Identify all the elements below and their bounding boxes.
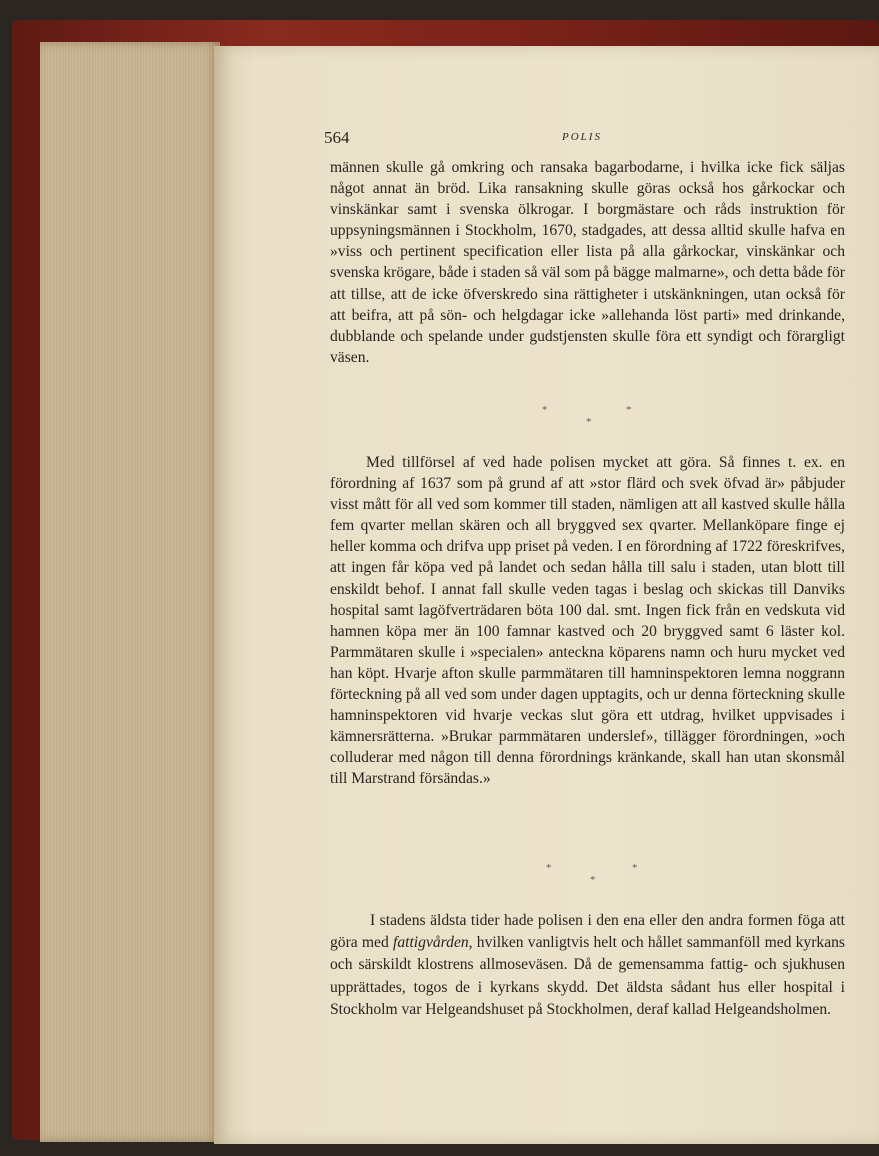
paragraph-3-start: I stadens äldsta tider hade polisen i den ena eller den andra formen föga att göra med bbox=[330, 912, 845, 952]
section-separator-2 bbox=[520, 862, 650, 892]
asterisk: * bbox=[586, 416, 592, 428]
asterisk: * bbox=[590, 874, 596, 886]
asterisk: * bbox=[546, 862, 552, 874]
paragraph-3 bbox=[330, 910, 845, 1021]
paragraph-2: Med tillförsel af ved hade polisen mycket att göra. Så finnes t. ex. en förordning af 1637 som på grund af att »stor flärd och svek öfvad är» påbjuder visst mått för all ved som kommer till staden, nämligen att all kastved skulle hålla fem qvarter mellan skären och all bryggved sex qvarter. Mellanköpare finge ej heller komma och drifva upp priset på veden. I en förordning af 1722 föreskrifves, att ingen får köpa ved på landet och sedan hålla till salu i staden, utan blott till enskildt behof. I annat fall skulle veden tagas i beslag och skickas till Danviks hospital samt lagöfverträdaren böta 100 dal. smt. Ingen fick från en vedskuta vid hamnen köpa mer än 100 famnar kastved och 20 bryggved samt 6 läster kol. Parmmätaren skulle i »specialen» anteckna köparens namn och huru mycket ved han köpt. Hvarje afton skulle parmmätaren till hamninspektoren lemna noggrann förteckning på all ved som under dagen upptagits, och ur denna förteckning skulle hamninspektoren vid hvarje veckas slut göra ett utdrag, hvilket uppvisades i kämnersrätterna. »Brukar parmmätaren underslef», tillägger förordningen, »och colluderar med någon till denna förordnings kränkande, skall han utan skonsmål till Marstrand försändas.» bbox=[330, 454, 845, 788]
paragraph-1: männen skulle gå omkring och ransaka bagarbodarne, i hvilka icke fick säljas något annat än bröd. Lika ransakning skulle göras också hos gårkockar och vinskänkar samt i svenska ölkrogar. I borgmästare och råds instruktion för uppsyningsmännen i Stockholm, 1670, stadgades, att dessa alltid skulle hafva en »viss och pertinent specification eller lista på alla gårkockar, vinskänkar och svenska krögare, både i staden så väl som på bägge malmarne», och detta både för att tillse, att de icke öfverskredo sina rättigheter i utskänkningen, utan också för att beifra, att på sön- och helgdagar icke »allehanda löst parti» med drinkande, dubblande och spelande under gudstjensten skulle föra ett syndigt och förargligt väsen. bbox=[330, 159, 845, 366]
page-edges bbox=[40, 42, 220, 1142]
running-title: POLIS bbox=[562, 131, 602, 143]
paragraph-3-end: hvilken vanligtvis helt och hållet sammanföll med kyrkans och särskildt klostrens allmoseväsen. Då de gemensamma fattig- och sjukhusen upprättades, togos de i kyrkans skydd. Det äldsta sådant hus eller hospital i Stockholm var Helgeandshuset på Stockholmen, deraf kallad Helgeandsholmen. bbox=[330, 934, 846, 1018]
section-separator-1 bbox=[520, 404, 650, 434]
page-number: 564 bbox=[324, 128, 350, 147]
asterisk: * bbox=[626, 404, 632, 416]
page-header bbox=[324, 128, 844, 150]
emphasis-fattigvarden: fattigvården, bbox=[393, 934, 473, 952]
asterisk: * bbox=[632, 862, 638, 874]
asterisk: * bbox=[542, 404, 548, 416]
